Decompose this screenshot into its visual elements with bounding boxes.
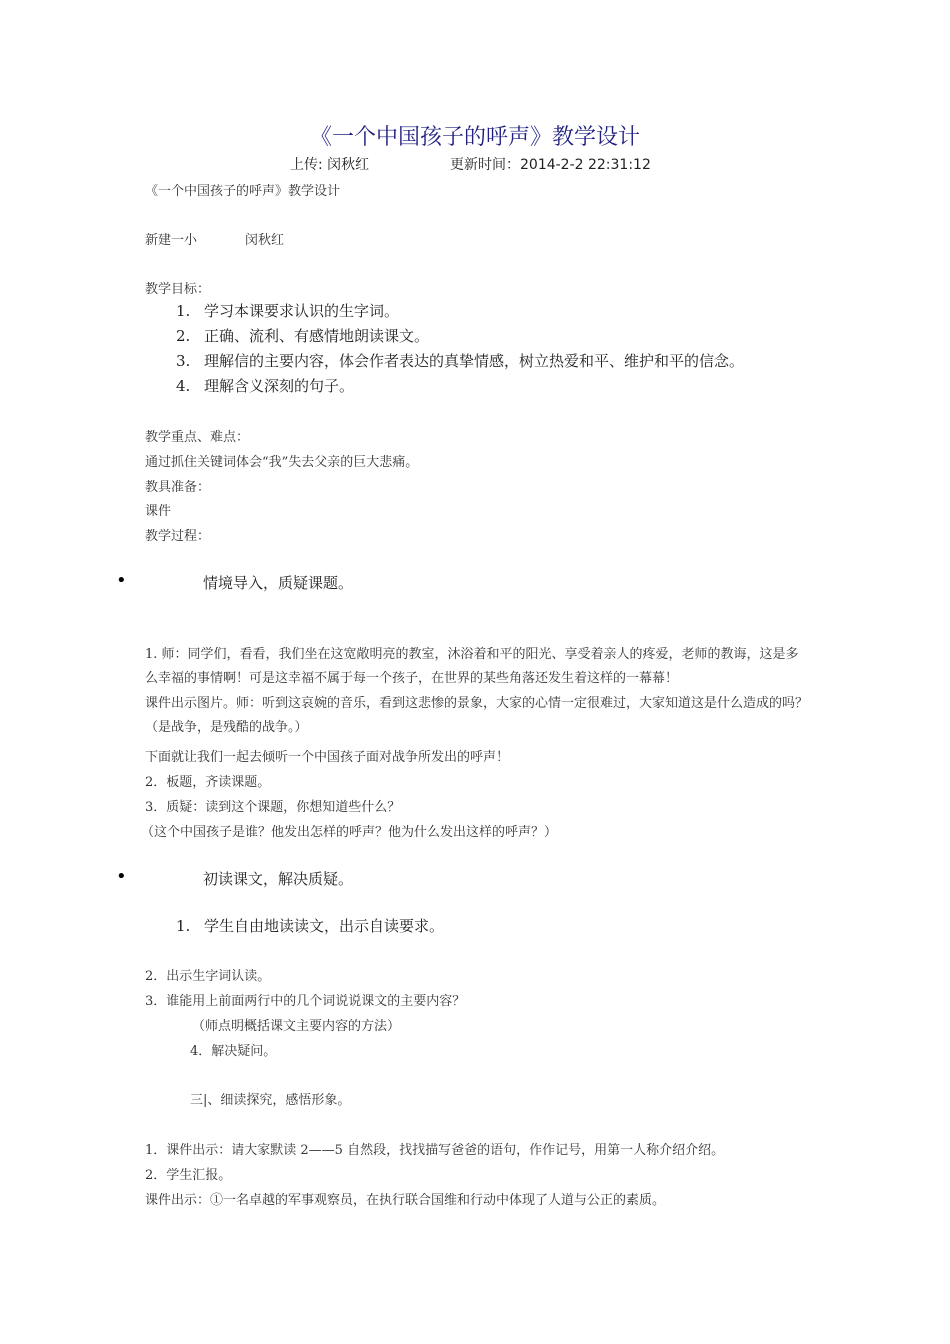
goals-label: 教学目标： [145,282,211,297]
goal-number: 2. [176,327,191,345]
goal-text: 理解信的主要内容，体会作者表达的真挚情感，树立热爱和平、维护和平的信念。 [204,352,745,370]
page-title: 《一个中国孩子的呼声》教学设计 [309,125,640,150]
school-name: 新建一小 [145,233,198,248]
author-name: 闵秋红 [245,233,285,248]
section2-line3: 3．谁能用上前面两行中的几个词说说课文的主要内容？ [145,994,466,1009]
key-points-label: 教学重点、难点： [145,430,250,445]
tools-text: 课件 [145,504,172,519]
tools-label: 教具准备： [145,480,211,495]
section2-line4: （师点明概括课文主要内容的方法） [192,1019,401,1034]
bullet-icon: • [116,570,127,591]
section1-para1: 1. 师：同学们，看看，我们坐在这宽敞明亮的教室，沐浴着和平的阳光、享受着亲人的疼爱，老师的教诲，这是多么幸福的事情啊！可是这幸福不属于每一个孩子，在世界的某些角落还发生着这样的一幕幕！ [145,647,799,686]
update-time: 更新时间：2014-2-2 22:31:12 [450,157,651,173]
goal-number: 3. [176,352,191,370]
goal-item [176,300,399,321]
item-number: 1. [176,917,191,935]
section3-line1: 1．课件出示：请大家默读 2——5 自然段，找找描写爸爸的语句，作作记号，用第一人称介绍介绍。 [145,1143,725,1158]
goal-text: 学习本课要求认识的生字词。 [204,302,400,320]
goal-item [176,375,354,396]
upload-info: 上传: 闵秋红 [290,157,370,173]
section2-line5: 4．解决疑问。 [190,1044,277,1059]
goal-number: 4. [176,377,191,395]
section1-line3: 下面就让我们一起去倾听一个中国孩子面对战争所发出的呼声！ [145,750,510,765]
item-text: 学生自由地读读文，出示自读要求。 [204,917,445,935]
bullet-icon: • [116,866,127,887]
section1-line4: 2．板题，齐读课题。 [145,775,271,790]
section3-line2: 2．学生汇报。 [145,1168,232,1183]
key-points-text: 通过抓住关键词体会“我”失去父亲的巨大悲痛。 [145,455,419,470]
section2-line2: 2．出示生字词认读。 [145,969,271,984]
section1-line6: （这个中国孩子是谁？他发出怎样的呼声？他为什么发出这样的呼声？） [141,825,558,840]
goal-item [176,350,744,371]
section2-title: 初读课文，解决质疑。 [203,870,354,888]
section3-title: 三|、细读探究，感悟形象。 [190,1093,351,1108]
goal-text: 理解含义深刻的句子。 [204,377,355,395]
doc-subtitle: 《一个中国孩子的呼声》教学设计 [145,184,341,199]
goal-text: 正确、流利、有感情地朗读课文。 [204,327,430,345]
section2-item1 [176,915,444,936]
section1-title: 情境导入，质疑课题。 [203,574,354,592]
section3-line3: 课件出示：①一名卓越的军事观察员，在执行联合国维和行动中体现了人道与公正的素质。 [145,1193,666,1208]
process-label: 教学过程： [145,529,211,544]
goal-number: 1. [176,302,191,320]
goal-item [176,325,429,346]
section1-line5: 3．质疑：读到这个课题，你想知道些什么？ [145,800,401,815]
section1-para2: 课件出示图片。师：听到这哀婉的音乐，看到这悲惨的景象，大家的心情一定很难过，大家知道这是什么造成的吗？（是战争，是残酷的战争。） [145,696,809,735]
